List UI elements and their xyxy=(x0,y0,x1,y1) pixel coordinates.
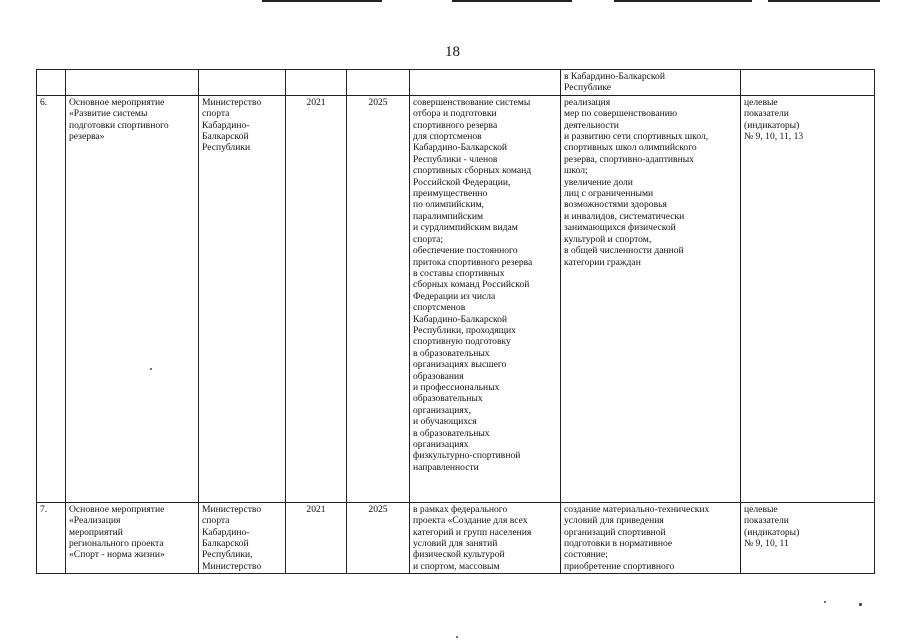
text-line: спортивных школ олимпийского xyxy=(564,142,697,154)
text-line: спортивную подготовку xyxy=(413,336,511,348)
start-year: 2021 xyxy=(306,503,326,515)
cell-empty xyxy=(347,70,410,96)
cell-result xyxy=(410,95,561,502)
text-line: совершенствование системы xyxy=(413,96,531,108)
page-number: 18 xyxy=(445,44,460,60)
text-line: в составы спортивных xyxy=(413,267,505,279)
text-line: Балкарской xyxy=(202,538,249,550)
scan-top-line-mid xyxy=(452,0,572,2)
text-line: Балкарской xyxy=(202,131,249,143)
text-line: приобретение спортивного xyxy=(564,560,675,572)
text-line: целевые xyxy=(744,503,778,515)
text-line: № 9, 10, 11 xyxy=(744,538,789,550)
text-line: культурой и спортом, xyxy=(564,233,652,245)
text-line: «Реализация xyxy=(69,515,121,527)
text-line: для спортсменов xyxy=(413,131,482,143)
text-line: условий для приведения xyxy=(564,515,664,527)
text-line: регионального проекта xyxy=(69,538,164,550)
text-line: и инвалидов, систематически xyxy=(564,210,685,222)
text-line: направленности xyxy=(413,461,479,473)
cell-executor xyxy=(199,502,286,573)
text-line: лиц с ограниченными xyxy=(564,188,654,200)
text-line: целевые xyxy=(744,96,778,108)
text-line: проекта «Создание для всех xyxy=(413,515,528,527)
text-line: Республике xyxy=(564,82,612,94)
text-line: Российской Федерации, xyxy=(413,176,511,188)
text-line: Федерации из числа xyxy=(413,290,496,302)
program-table xyxy=(36,69,875,574)
text-line: физкультурно-спортивной xyxy=(413,450,521,462)
text-line: и сурдлимпийским видам xyxy=(413,222,518,234)
text-line: категорий и групп населения xyxy=(413,526,532,538)
text-line: в образовательных xyxy=(413,427,490,439)
text-line: и профессиональных xyxy=(413,381,500,393)
text-line: Основное мероприятие xyxy=(69,503,165,515)
scan-top-line-left xyxy=(262,0,382,2)
text-line: притока спортивного резерва xyxy=(413,256,533,268)
text-line: показатели xyxy=(744,108,789,120)
text-line: деятельности xyxy=(564,119,619,131)
text-line: мер по совершенствованию xyxy=(564,108,678,120)
start-year: 2021 xyxy=(306,96,326,108)
cell-consequence xyxy=(561,95,741,502)
text-line: (индикаторы) xyxy=(744,119,800,131)
table-row-6 xyxy=(37,95,875,502)
cell-empty xyxy=(199,70,286,96)
cell-result xyxy=(410,502,561,573)
text-line: (индикаторы) xyxy=(744,526,800,538)
text-line: образования xyxy=(413,370,464,382)
text-line: спорта xyxy=(202,515,230,527)
text-line: спорта; xyxy=(413,233,444,245)
cell-number xyxy=(37,502,66,573)
text-line: спортивных сборных команд xyxy=(413,165,532,177)
scan-top-line-right-1 xyxy=(614,0,752,2)
text-line: Кабардино-Балкарской xyxy=(413,142,508,154)
cell-empty xyxy=(741,70,875,96)
text-line: подготовки спортивного xyxy=(69,119,169,131)
cell-empty xyxy=(37,70,66,96)
text-line: показатели xyxy=(744,515,789,527)
text-line: физической культурой xyxy=(413,549,505,561)
text-line: организаций спортивной xyxy=(564,526,666,538)
cell-empty xyxy=(286,70,347,96)
cell-consequence xyxy=(561,70,741,96)
cell-number xyxy=(37,95,66,502)
cell-event xyxy=(66,502,199,573)
text-line: возможностями здоровья xyxy=(564,199,667,211)
text-line: № 9, 10, 11, 13 xyxy=(744,131,804,143)
cell-consequence xyxy=(561,502,741,573)
text-line: спорта xyxy=(202,108,230,120)
text-line: занимающихся физической xyxy=(564,222,676,234)
cell-empty xyxy=(410,70,561,96)
scan-speck xyxy=(456,636,458,638)
text-line: спортсменов xyxy=(413,302,466,314)
cell-indicators xyxy=(741,502,875,573)
text-line: реализация xyxy=(564,96,611,108)
cell-empty xyxy=(66,70,199,96)
text-line: по олимпийским, xyxy=(413,199,484,211)
text-line: Министерство xyxy=(202,560,262,572)
scan-top-line-right-2 xyxy=(768,0,880,2)
text-line: в образовательных xyxy=(413,347,490,359)
cell-end-year xyxy=(347,95,410,502)
text-line: в рамках федерального xyxy=(413,503,508,515)
text-line: сборных команд Российской xyxy=(413,279,530,291)
end-year: 2025 xyxy=(368,96,388,108)
scan-speck xyxy=(150,368,152,370)
text-line: Республики xyxy=(202,142,251,154)
text-line: преимущественно xyxy=(413,188,488,200)
text-line: спортивного резерва xyxy=(413,119,498,131)
text-line: обеспечение постоянного xyxy=(413,245,518,257)
text-line: паралимпийским xyxy=(413,210,484,222)
text-line: «Развитие системы xyxy=(69,108,148,120)
text-line: создание материально-технических xyxy=(564,503,710,515)
table-row-continuation xyxy=(37,70,875,96)
text-line: и обучающихся xyxy=(413,416,477,428)
scan-speck xyxy=(824,601,826,603)
cell-start-year xyxy=(286,502,347,573)
cell-start-year xyxy=(286,95,347,502)
text-line: резерва» xyxy=(69,131,105,143)
cell-indicators xyxy=(741,95,875,502)
text-line: «Спорт - норма жизни» xyxy=(69,549,165,561)
text-line: образовательных xyxy=(413,393,483,405)
text-line: и развитию сети спортивных школ, xyxy=(564,131,709,143)
text-line: Министерство xyxy=(202,503,262,515)
text-line: в общей численности данной xyxy=(564,245,684,257)
text-line: Кабардино-Балкарской xyxy=(413,313,508,325)
text-line: резерва, спортивно-адаптивных xyxy=(564,153,694,165)
cell-executor xyxy=(199,95,286,502)
text-line: Республики, xyxy=(202,549,253,561)
text-line: состояние; xyxy=(564,549,608,561)
text-line: школ; xyxy=(564,165,588,177)
table-row-7 xyxy=(37,502,875,573)
row-number: 6. xyxy=(40,96,48,108)
text-line: категории граждан xyxy=(564,256,641,268)
text-line: и спортом, массовым xyxy=(413,560,500,572)
text-line: отбора и подготовки xyxy=(413,108,497,120)
end-year: 2025 xyxy=(368,503,388,515)
text-line: организациях xyxy=(413,439,469,450)
scan-speck xyxy=(859,603,862,606)
text-line: организациях, xyxy=(413,404,471,416)
text-line: условий для занятий xyxy=(413,538,498,550)
text-line: организациях высшего xyxy=(413,359,507,371)
text-line: Республики - членов xyxy=(413,153,498,165)
text-line: Кабардино- xyxy=(202,119,250,131)
text-line: Кабардино- xyxy=(202,526,250,538)
text-line: увеличение доли xyxy=(564,176,633,188)
cell-end-year xyxy=(347,502,410,573)
text-line: Министерство xyxy=(202,96,262,108)
text-line: в Кабардино-Балкарской xyxy=(564,71,665,82)
text-line: подготовки в нормативное xyxy=(564,538,673,550)
text-line: Республики, проходящих xyxy=(413,324,516,336)
text-line: Основное мероприятие xyxy=(69,96,165,108)
text-line: мероприятий xyxy=(69,526,123,538)
row-number: 7. xyxy=(40,503,48,515)
cell-event xyxy=(66,95,199,502)
